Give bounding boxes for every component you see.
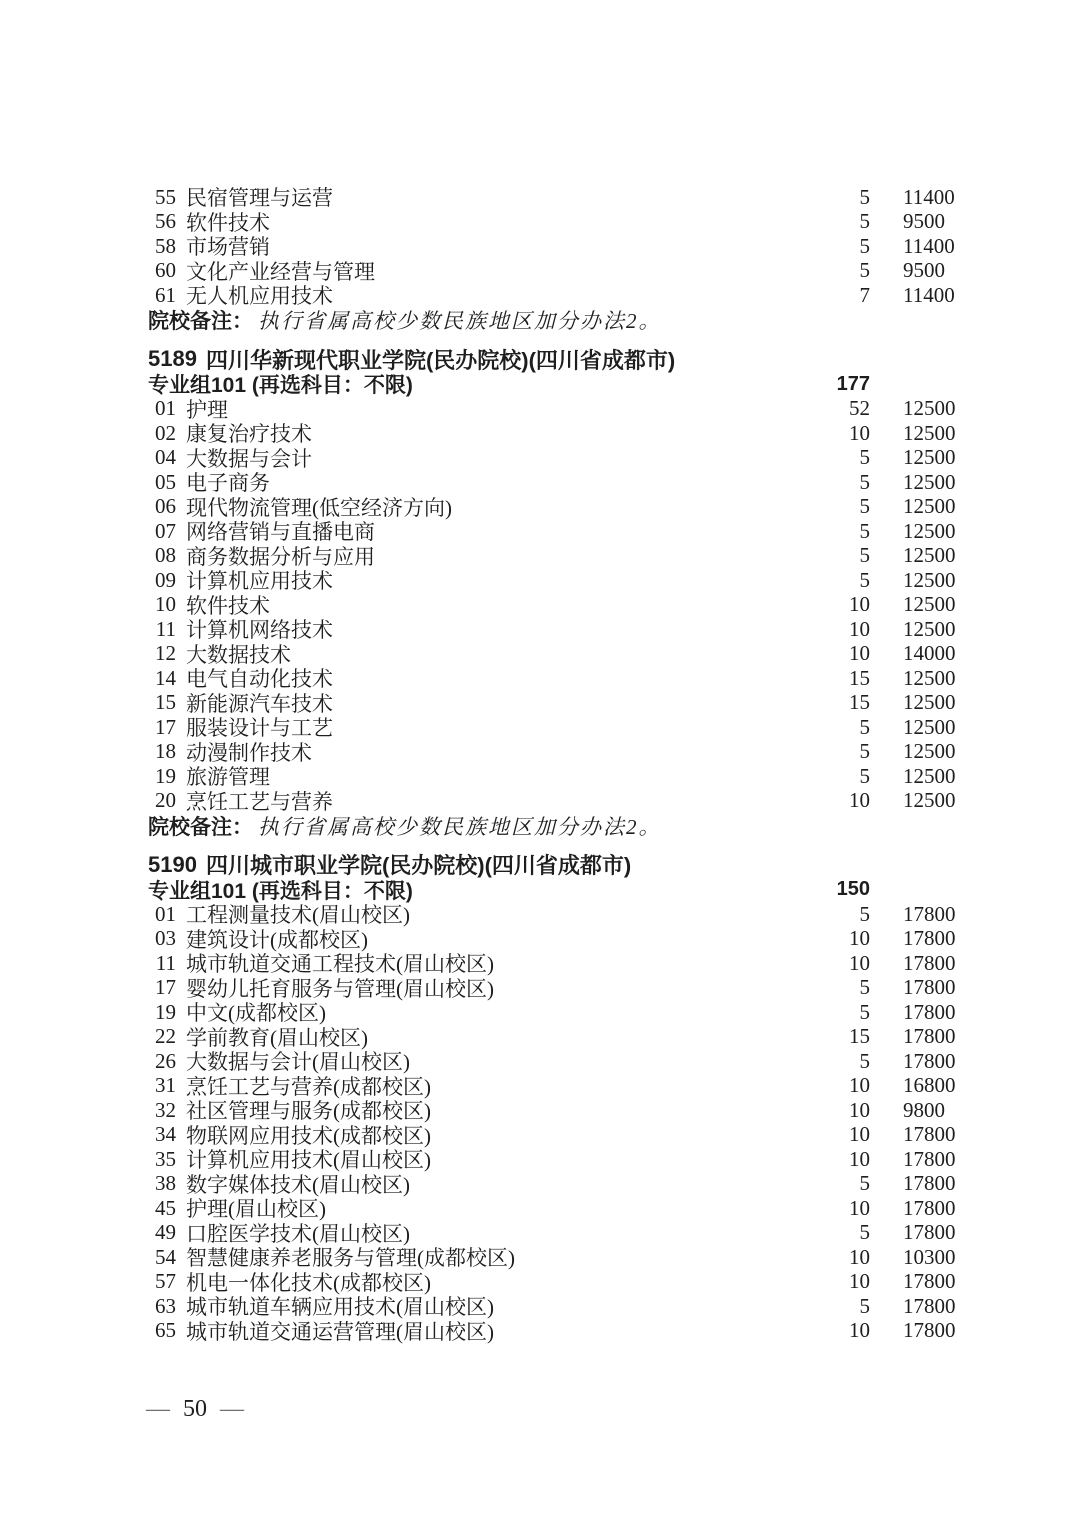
- program-tuition-fee: 17800: [903, 975, 956, 1000]
- program-name: 网络营销与直播电商: [186, 520, 375, 545]
- program-tuition-fee: 17800: [903, 1171, 956, 1196]
- program-plan-count: 5: [859, 714, 870, 739]
- remark-label: 院校备注：: [148, 310, 253, 333]
- program-name: 城市轨道交通工程技术(眉山校区): [186, 952, 494, 977]
- program-name: 计算机应用技术: [186, 569, 333, 594]
- program-plan-count: 10: [849, 926, 870, 951]
- program-number: 56: [155, 209, 176, 234]
- program-name: 建筑设计(成都校区): [186, 927, 368, 952]
- program-name: 康复治疗技术: [186, 422, 312, 447]
- remark-label: 院校备注：: [148, 815, 253, 839]
- program-plan-count: 10: [849, 950, 870, 975]
- program-name: 计算机应用技术(眉山校区): [186, 1148, 431, 1173]
- program-number: 08: [155, 543, 176, 568]
- program-plan-count: 5: [859, 445, 870, 470]
- program-number: 45: [155, 1195, 176, 1220]
- page-content: [148, 185, 983, 1343]
- program-row: [148, 1319, 983, 1344]
- program-tuition-fee: 12500: [903, 714, 956, 739]
- institution-header: [148, 852, 983, 877]
- program-plan-count: 10: [849, 641, 870, 666]
- program-name: 电气自动化技术: [186, 667, 333, 692]
- program-tuition-fee: 12500: [903, 665, 956, 690]
- program-tuition-fee: 14000: [903, 641, 956, 666]
- program-name: 旅游管理: [186, 765, 270, 790]
- program-number: 12: [155, 641, 176, 666]
- program-tuition-fee: 17800: [903, 901, 956, 926]
- program-plan-count: 10: [849, 1269, 870, 1294]
- program-plan-count: 10: [849, 616, 870, 641]
- program-name: 计算机网络技术: [186, 618, 333, 643]
- program-tuition-fee: 11400: [903, 233, 955, 258]
- program-plan-count: 10: [849, 1195, 870, 1220]
- program-plan-count: 5: [859, 739, 870, 764]
- program-tuition-fee: 12500: [903, 445, 956, 470]
- program-name: 口腔医学技术(眉山校区): [186, 1221, 410, 1246]
- institution-remark: [148, 308, 983, 333]
- program-number: 10: [155, 592, 176, 617]
- program-number: 17: [155, 975, 176, 1000]
- program-number: 63: [155, 1293, 176, 1318]
- program-plan-count: 5: [859, 209, 870, 234]
- major-group-row: [148, 877, 983, 902]
- program-plan-count: 52: [849, 396, 870, 421]
- program-number: 22: [155, 1024, 176, 1049]
- institution-section: [148, 347, 983, 839]
- program-name: 社区管理与服务(成都校区): [186, 1099, 431, 1124]
- program-plan-count: 5: [859, 469, 870, 494]
- program-name: 城市轨道交通运营管理(眉山校区): [186, 1319, 494, 1344]
- program-name: 市场营销: [186, 235, 270, 260]
- program-name: 现代物流管理(低空经济方向): [186, 495, 452, 520]
- program-number: 26: [155, 1048, 176, 1073]
- program-plan-count: 5: [859, 258, 870, 283]
- sections-container: [148, 185, 983, 1343]
- program-plan-count: 5: [859, 975, 870, 1000]
- program-name: 大数据技术: [186, 642, 291, 667]
- program-tuition-fee: 11400: [903, 282, 955, 307]
- program-number: 04: [155, 445, 176, 470]
- remark-text: 执行省属高校少数民族地区加分办法2。: [258, 309, 662, 333]
- program-tuition-fee: 12500: [903, 420, 956, 445]
- program-name: 烹饪工艺与营养(成都校区): [186, 1074, 431, 1099]
- institution-code: 5190: [148, 851, 197, 877]
- program-plan-count: 10: [849, 1146, 870, 1171]
- program-number: 19: [155, 999, 176, 1024]
- program-plan-count: 5: [859, 184, 870, 209]
- program-tuition-fee: 9500: [903, 209, 945, 234]
- program-plan-count: 10: [849, 1244, 870, 1269]
- program-plan-count: 7: [859, 282, 870, 307]
- program-number: 49: [155, 1220, 176, 1245]
- program-number: 03: [155, 926, 176, 951]
- program-tuition-fee: 12500: [903, 494, 956, 519]
- program-tuition-fee: 12500: [903, 616, 956, 641]
- program-plan-count: 10: [849, 420, 870, 445]
- program-name: 软件技术: [186, 593, 270, 618]
- program-number: 38: [155, 1171, 176, 1196]
- program-name: 文化产业经营与管理: [186, 259, 375, 284]
- program-name: 智慧健康养老服务与管理(成都校区): [186, 1246, 515, 1271]
- program-tuition-fee: 17800: [903, 950, 956, 975]
- program-number: 57: [155, 1269, 176, 1294]
- program-plan-count: 5: [859, 567, 870, 592]
- program-tuition-fee: 12500: [903, 567, 956, 592]
- major-group-label: 专业组101 (再选科目：不限): [148, 879, 413, 903]
- program-plan-count: 15: [849, 690, 870, 715]
- program-number: 55: [155, 184, 176, 209]
- program-number: 60: [155, 258, 176, 283]
- program-number: 11: [155, 616, 176, 641]
- program-tuition-fee: 17800: [903, 1318, 956, 1343]
- program-number: 32: [155, 1097, 176, 1122]
- program-name: 动漫制作技术: [186, 740, 312, 765]
- program-tuition-fee: 12500: [903, 396, 956, 421]
- program-name: 护理: [186, 397, 228, 422]
- program-tuition-fee: 17800: [903, 1146, 956, 1171]
- program-number: 54: [155, 1244, 176, 1269]
- program-tuition-fee: 17800: [903, 1048, 956, 1073]
- program-name: 软件技术: [186, 210, 270, 235]
- program-plan-count: 5: [859, 233, 870, 258]
- program-plan-count: 5: [859, 1048, 870, 1073]
- program-tuition-fee: 12500: [903, 739, 956, 764]
- institution-name: 四川城市职业学院(民办院校)(四川省成都市): [205, 853, 632, 878]
- program-name: 物联网应用技术(成都校区): [186, 1123, 431, 1148]
- program-number: 14: [155, 665, 176, 690]
- program-tuition-fee: 10300: [903, 1244, 956, 1269]
- page-number: 50: [183, 1396, 207, 1422]
- program-tuition-fee: 17800: [903, 1293, 956, 1318]
- program-name: 数字媒体技术(眉山校区): [186, 1172, 410, 1197]
- program-plan-count: 15: [849, 665, 870, 690]
- program-tuition-fee: 12500: [903, 592, 956, 617]
- program-tuition-fee: 12500: [903, 690, 956, 715]
- footer-dash-right: —: [220, 1396, 244, 1422]
- program-tuition-fee: 17800: [903, 1269, 956, 1294]
- program-name: 无人机应用技术: [186, 284, 333, 309]
- program-tuition-fee: 12500: [903, 469, 956, 494]
- program-tuition-fee: 17800: [903, 1195, 956, 1220]
- program-plan-count: 5: [859, 763, 870, 788]
- program-name: 中文(成都校区): [186, 1001, 326, 1026]
- program-plan-count: 15: [849, 1024, 870, 1049]
- major-group-total: 177: [836, 372, 870, 395]
- program-plan-count: 5: [859, 518, 870, 543]
- remark-text: 执行省属高校少数民族地区加分办法2。: [258, 814, 662, 839]
- footer-dash-left: —: [146, 1396, 170, 1422]
- program-number: 18: [155, 739, 176, 764]
- program-number: 02: [155, 420, 176, 445]
- program-number: 06: [155, 494, 176, 519]
- program-tuition-fee: 17800: [903, 1024, 956, 1049]
- program-tuition-fee: 12500: [903, 543, 956, 568]
- program-plan-count: 5: [859, 494, 870, 519]
- program-tuition-fee: 12500: [903, 763, 956, 788]
- program-name: 新能源汽车技术: [186, 691, 333, 716]
- program-plan-count: 10: [849, 592, 870, 617]
- program-tuition-fee: 9500: [903, 258, 945, 283]
- program-number: 19: [155, 763, 176, 788]
- program-number: 11: [155, 950, 176, 975]
- program-tuition-fee: 17800: [903, 1122, 956, 1147]
- institution-header: [148, 347, 983, 372]
- program-plan-count: 10: [849, 1122, 870, 1147]
- program-plan-count: 5: [859, 543, 870, 568]
- program-number: 05: [155, 469, 176, 494]
- program-name: 民宿管理与运营: [186, 186, 333, 211]
- program-name: 机电一体化技术(成都校区): [186, 1270, 431, 1295]
- program-number: 01: [155, 396, 176, 421]
- program-plan-count: 10: [849, 1073, 870, 1098]
- program-number: 65: [155, 1318, 176, 1343]
- program-plan-count: 5: [859, 1171, 870, 1196]
- program-number: 31: [155, 1073, 176, 1098]
- program-name: 学前教育(眉山校区): [186, 1025, 368, 1050]
- program-plan-count: 5: [859, 901, 870, 926]
- program-name: 商务数据分析与应用: [186, 544, 375, 569]
- program-number: 58: [155, 233, 176, 258]
- program-plan-count: 5: [859, 1220, 870, 1245]
- page-footer: [146, 1396, 244, 1423]
- program-row: [148, 789, 983, 814]
- institution-remark: [148, 813, 983, 838]
- program-tuition-fee: 11400: [903, 184, 955, 209]
- program-name: 城市轨道车辆应用技术(眉山校区): [186, 1295, 494, 1320]
- program-tuition-fee: 16800: [903, 1073, 956, 1098]
- program-tuition-fee: 17800: [903, 999, 956, 1024]
- program-number: 09: [155, 567, 176, 592]
- program-plan-count: 10: [849, 1318, 870, 1343]
- program-name: 服装设计与工艺: [186, 716, 333, 741]
- program-name: 烹饪工艺与营养: [186, 789, 333, 814]
- major-group-total: 150: [836, 878, 870, 900]
- institution-code: 5189: [148, 346, 197, 371]
- institution-name: 四川华新现代职业学院(民办院校)(四川省成都市): [205, 347, 676, 373]
- program-plan-count: 10: [849, 788, 870, 813]
- program-plan-count: 5: [859, 1293, 870, 1318]
- program-name: 护理(眉山校区): [186, 1197, 326, 1222]
- program-tuition-fee: 9800: [903, 1097, 945, 1122]
- program-number: 61: [155, 282, 176, 307]
- program-name: 大数据与会计: [186, 446, 312, 471]
- program-tuition-fee: 12500: [903, 518, 956, 543]
- program-plan-count: 10: [849, 1097, 870, 1122]
- major-group-label: 专业组101 (再选科目：不限): [148, 374, 413, 397]
- program-tuition-fee: 12500: [903, 788, 956, 813]
- major-group-row: [148, 372, 983, 397]
- program-name: 电子商务: [186, 471, 270, 496]
- program-plan-count: 5: [859, 999, 870, 1024]
- program-number: 15: [155, 690, 176, 715]
- institution-section: [148, 852, 983, 1343]
- program-name: 婴幼儿托育服务与管理(眉山校区): [186, 976, 494, 1001]
- program-number: 35: [155, 1146, 176, 1171]
- program-number: 17: [155, 714, 176, 739]
- program-row: [148, 283, 983, 308]
- program-number: 34: [155, 1122, 176, 1147]
- program-name: 大数据与会计(眉山校区): [186, 1050, 410, 1075]
- program-tuition-fee: 17800: [903, 926, 956, 951]
- program-number: 07: [155, 518, 176, 543]
- program-number: 20: [155, 788, 176, 813]
- program-number: 01: [155, 901, 176, 926]
- institution-section: [148, 185, 983, 333]
- program-name: 工程测量技术(眉山校区): [186, 903, 410, 928]
- program-tuition-fee: 17800: [903, 1220, 956, 1245]
